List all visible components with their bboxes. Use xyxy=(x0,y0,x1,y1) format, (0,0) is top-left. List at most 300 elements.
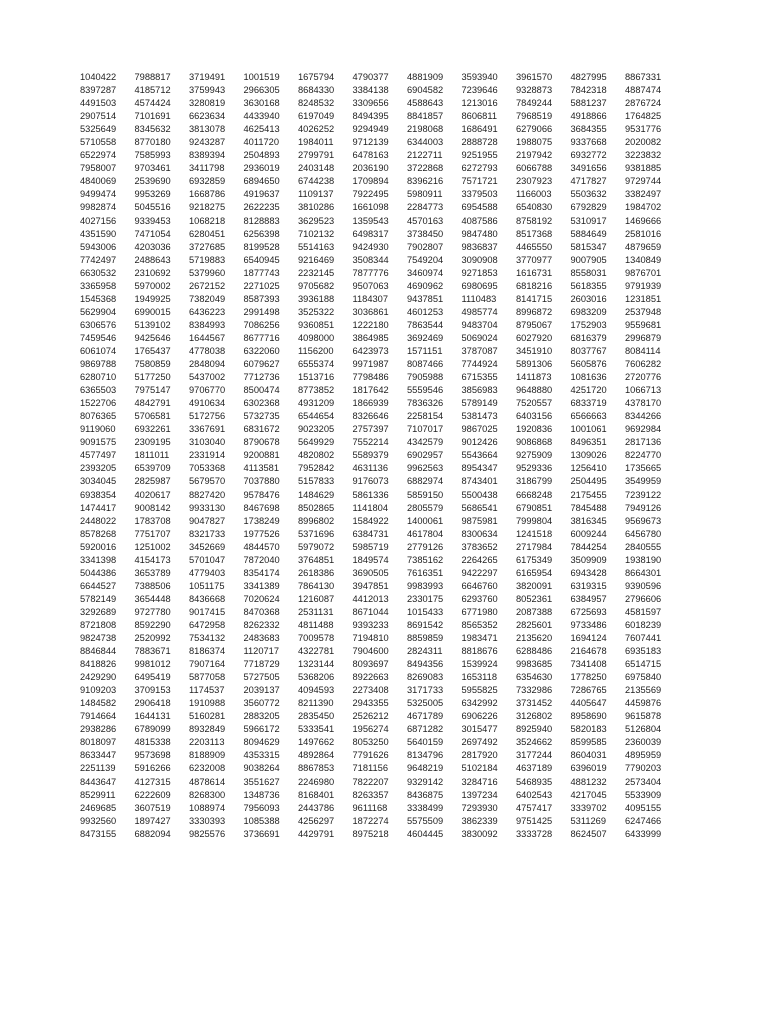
table-cell: 1765437 xyxy=(134,345,171,356)
table-cell: 9569673 xyxy=(625,515,662,526)
table-cell: 1081636 xyxy=(570,372,607,383)
table-cell: 5069024 xyxy=(461,332,498,343)
table-cell: 5629904 xyxy=(80,306,117,317)
table-cell: 5859150 xyxy=(407,489,444,500)
table-cell: 4604445 xyxy=(407,828,444,839)
table-cell: 9876701 xyxy=(625,267,662,278)
table-cell: 2697492 xyxy=(461,737,498,748)
table-cell: 2906418 xyxy=(134,698,171,709)
table-cell: 8326646 xyxy=(352,411,389,422)
table-cell: 7086256 xyxy=(243,319,280,330)
table-cell: 1051175 xyxy=(189,580,225,591)
table-cell: 6630532 xyxy=(80,267,117,278)
table-cell: 7836326 xyxy=(407,398,444,409)
table-row xyxy=(80,136,680,149)
table-cell: 6079627 xyxy=(243,359,280,370)
table-cell: 8094629 xyxy=(243,737,280,748)
table-cell: 3736691 xyxy=(243,828,280,839)
table-cell: 8599585 xyxy=(570,737,607,748)
table-cell: 3365958 xyxy=(80,280,117,291)
table-cell: 3384138 xyxy=(352,85,389,96)
table-cell: 6027920 xyxy=(516,332,553,343)
table-cell: 3810286 xyxy=(298,202,335,213)
table-cell: 7580859 xyxy=(134,359,171,370)
table-cell: 2817136 xyxy=(625,437,662,448)
table-cell: 3292689 xyxy=(80,606,117,617)
table-cell: 2943355 xyxy=(352,698,389,709)
table-cell: 3549959 xyxy=(625,476,662,487)
table-cell: 6436223 xyxy=(189,306,226,317)
table-cell: 9825576 xyxy=(189,828,226,839)
table-cell: 1977526 xyxy=(243,528,280,539)
table-cell: 1522706 xyxy=(80,398,117,409)
table-row xyxy=(80,710,680,723)
table-cell: 3171733 xyxy=(407,685,444,696)
table-cell: 7459546 xyxy=(80,332,117,343)
table-cell: 4581597 xyxy=(625,606,662,617)
table-cell: 3452669 xyxy=(189,541,226,552)
table-cell: 8790678 xyxy=(243,437,280,448)
table-cell: 6384731 xyxy=(352,528,389,539)
table-cell: 9983685 xyxy=(516,659,553,670)
table-cell: 5468935 xyxy=(516,776,553,787)
table-cell: 7607441 xyxy=(625,633,662,644)
table-cell: 3813078 xyxy=(189,124,226,135)
table-cell: 6197049 xyxy=(298,111,335,122)
table-cell: 7712736 xyxy=(243,372,280,383)
table-cell: 6540945 xyxy=(243,254,280,265)
table-cell: 6882974 xyxy=(407,476,444,487)
table-cell: 2504495 xyxy=(570,476,607,487)
table-cell: 6566663 xyxy=(570,411,607,422)
table-cell: 9847480 xyxy=(461,228,498,239)
table-row xyxy=(80,384,680,397)
table-cell: 6882094 xyxy=(134,828,171,839)
table-cell: 5325649 xyxy=(80,124,117,135)
table-cell: 5379960 xyxy=(189,267,226,278)
table-cell: 5311269 xyxy=(570,815,607,826)
table-cell: 4429791 xyxy=(298,828,335,839)
table-cell: 7552214 xyxy=(352,437,389,448)
table-cell: 6902957 xyxy=(407,450,444,461)
table-row xyxy=(80,723,680,736)
table-cell: 9733486 xyxy=(570,619,607,630)
table-cell: 9360851 xyxy=(298,319,335,330)
table-cell: 8467698 xyxy=(243,502,280,513)
table-cell: 7107017 xyxy=(407,424,444,435)
table-cell: 6402543 xyxy=(516,789,553,800)
table-cell: 4353315 xyxy=(243,750,280,761)
table-cell: 4757417 xyxy=(516,802,553,813)
table-cell: 9012426 xyxy=(461,437,498,448)
table-cell: 3551627 xyxy=(243,776,280,787)
table-cell: 9933130 xyxy=(189,502,226,513)
table-cell: 7790203 xyxy=(625,763,662,774)
table-row xyxy=(80,358,680,371)
table-cell: 1474417 xyxy=(80,502,117,513)
table-cell: 6792829 xyxy=(570,202,607,213)
table-row xyxy=(80,175,680,188)
table-cell: 2504893 xyxy=(243,150,280,161)
table-cell: 2488643 xyxy=(134,254,171,265)
table-cell: 5980911 xyxy=(407,189,443,200)
table-cell: 1811011 xyxy=(134,450,170,461)
table-cell: 2020082 xyxy=(625,137,662,148)
table-cell: 3653789 xyxy=(134,567,171,578)
table-cell: 3709153 xyxy=(134,685,171,696)
table-cell: 5640159 xyxy=(407,737,444,748)
table-cell: 5371696 xyxy=(298,528,335,539)
table-cell: 2393205 xyxy=(80,463,117,474)
table-cell: 4601253 xyxy=(407,306,444,317)
table-cell: 1166003 xyxy=(516,189,552,200)
table-cell: 6478163 xyxy=(352,150,389,161)
table-row xyxy=(80,397,680,410)
table-cell: 6354630 xyxy=(516,672,553,683)
table-cell: 2520992 xyxy=(134,633,171,644)
table-cell: 8578268 xyxy=(80,528,117,539)
table-cell: 3451910 xyxy=(516,345,553,356)
table-cell: 5686541 xyxy=(461,502,498,513)
table-cell: 3560772 xyxy=(243,698,280,709)
table-cell: 4778038 xyxy=(189,345,226,356)
table-cell: 9390596 xyxy=(625,580,662,591)
table-cell: 2087388 xyxy=(516,606,553,617)
table-cell: 8684330 xyxy=(298,85,335,96)
table-cell: 4918866 xyxy=(570,111,607,122)
table-cell: 8053250 xyxy=(352,737,389,748)
table-cell: 9703461 xyxy=(134,163,171,174)
table-cell: 4690962 xyxy=(407,280,444,291)
table-cell: 5500438 xyxy=(461,489,498,500)
table-cell: 9869788 xyxy=(80,359,117,370)
table-row xyxy=(80,84,680,97)
table-cell: 9243287 xyxy=(189,137,226,148)
table-cell: 8018097 xyxy=(80,737,117,748)
table-cell: 2835450 xyxy=(298,711,335,722)
table-cell: 2135620 xyxy=(516,633,553,644)
table-cell: 9729744 xyxy=(625,176,662,187)
table-cell: 9962563 xyxy=(407,463,444,474)
table-cell: 6256398 xyxy=(243,228,280,239)
table-cell: 1545368 xyxy=(80,293,117,304)
table-cell: 3525322 xyxy=(298,306,335,317)
table-cell: 8795067 xyxy=(516,319,553,330)
table-cell: 2796606 xyxy=(625,593,662,604)
table-cell: 2264265 xyxy=(461,554,498,565)
table-cell: 7907164 xyxy=(189,659,226,670)
table-cell: 8996872 xyxy=(516,306,553,317)
table-cell: 4842791 xyxy=(134,398,171,409)
table-cell: 8470368 xyxy=(243,606,280,617)
table-cell: 6456780 xyxy=(625,528,662,539)
table-cell: 1323144 xyxy=(298,659,335,670)
table-cell: 9712139 xyxy=(352,137,389,148)
table-cell: 8975218 xyxy=(352,828,389,839)
table-cell: 6066788 xyxy=(516,163,553,174)
table-cell: 9339453 xyxy=(134,215,171,226)
table-cell: 5139102 xyxy=(134,319,171,330)
table-cell: 6904582 xyxy=(407,85,444,96)
table-cell: 1120717 xyxy=(243,646,280,657)
table-cell: 5706581 xyxy=(134,411,171,422)
table-cell: 1686491 xyxy=(461,124,498,135)
table-cell: 5172756 xyxy=(189,411,226,422)
table-cell: 5381473 xyxy=(461,411,498,422)
table-cell: 7791626 xyxy=(352,750,389,761)
table-cell: 4098000 xyxy=(298,332,335,343)
table-cell: 9337668 xyxy=(570,137,607,148)
table-cell: 6555374 xyxy=(298,359,335,370)
table-cell: 1817642 xyxy=(352,385,389,396)
table-cell: 1735665 xyxy=(625,463,662,474)
table-cell: 8354174 xyxy=(243,567,280,578)
table-cell: 3341389 xyxy=(243,580,280,591)
table-cell: 9017415 xyxy=(189,606,226,617)
table-cell: 6894650 xyxy=(243,176,280,187)
table-cell: 5589379 xyxy=(352,450,389,461)
table-row xyxy=(80,201,680,214)
table-cell: 6938354 xyxy=(80,489,117,500)
table-cell: 1469666 xyxy=(625,215,662,226)
table-cell: 6322060 xyxy=(243,345,280,356)
table-cell: 1359543 xyxy=(352,215,389,226)
table-cell: 4203036 xyxy=(134,241,171,252)
table-row xyxy=(80,632,680,645)
table-row xyxy=(80,410,680,423)
table-cell: 7744924 xyxy=(461,359,498,370)
table-cell: 1675794 xyxy=(298,72,335,82)
table-cell: 9007905 xyxy=(570,254,607,265)
table-cell: 7822207 xyxy=(352,776,389,787)
table-cell: 5575509 xyxy=(407,815,444,826)
table-cell: 7845488 xyxy=(570,502,607,513)
table-cell: 7883671 xyxy=(134,646,171,657)
table-cell: 2310692 xyxy=(134,267,171,278)
table-cell: 4895959 xyxy=(625,750,662,761)
table-cell: 4840069 xyxy=(80,176,117,187)
table-cell: 2581016 xyxy=(625,228,662,239)
table-cell: 4026252 xyxy=(298,124,335,135)
table-cell: 8592290 xyxy=(134,619,171,630)
table-cell: 2122711 xyxy=(407,150,443,161)
table-cell: 2443786 xyxy=(298,802,335,813)
table-cell: 5160281 xyxy=(189,711,226,722)
table-cell: 1256410 xyxy=(570,463,607,474)
table-cell: 8396216 xyxy=(407,176,444,187)
table-row xyxy=(80,736,680,749)
table-cell: 1309026 xyxy=(570,450,607,461)
table-cell: 6279066 xyxy=(516,124,553,135)
table-cell: 9047827 xyxy=(189,515,226,526)
table-cell: 3508344 xyxy=(352,254,389,265)
table-row xyxy=(80,749,680,762)
table-cell: 9251955 xyxy=(461,150,498,161)
table-cell: 1222180 xyxy=(352,319,389,330)
table-row xyxy=(80,123,680,136)
table-cell: 4879659 xyxy=(625,241,662,252)
table-cell: 9437851 xyxy=(407,293,444,304)
table-cell: 1920836 xyxy=(516,424,553,435)
table-cell: 3491656 xyxy=(570,163,607,174)
table-cell: 8418826 xyxy=(80,659,117,670)
table-cell: 1141804 xyxy=(352,502,389,513)
table-cell: 9578476 xyxy=(243,489,280,500)
table-cell: 7842318 xyxy=(570,85,607,96)
table-cell: 4351590 xyxy=(80,228,117,239)
table-cell: 8389394 xyxy=(189,150,226,161)
table-cell: 1539924 xyxy=(461,659,498,670)
table-cell: 8624507 xyxy=(570,828,607,839)
table-cell: 5325005 xyxy=(407,698,444,709)
table-cell: 8671044 xyxy=(352,606,389,617)
table-cell: 4342579 xyxy=(407,437,444,448)
table-cell: 4459876 xyxy=(625,698,662,709)
table-row xyxy=(80,502,680,515)
table-cell: 4878614 xyxy=(189,776,226,787)
table-row xyxy=(80,149,680,162)
table-cell: 1216087 xyxy=(298,593,335,604)
table-row xyxy=(80,462,680,475)
table-cell: 3177244 xyxy=(516,750,553,761)
table-cell: 2720776 xyxy=(625,372,662,383)
table-cell: 8841857 xyxy=(407,111,444,122)
table-cell: 5815347 xyxy=(570,241,607,252)
table-row xyxy=(80,815,680,828)
table-row xyxy=(80,645,680,658)
table-cell: 2672152 xyxy=(189,280,226,291)
table-cell: 8473155 xyxy=(80,828,117,839)
table-cell: 8932849 xyxy=(189,724,226,735)
table-cell: 3367691 xyxy=(189,424,226,435)
table-row xyxy=(80,267,680,280)
table-cell: 6744238 xyxy=(298,176,335,187)
table-cell: 6433999 xyxy=(625,828,662,839)
table-cell: 8268300 xyxy=(189,789,226,800)
table-cell: 5679570 xyxy=(189,476,226,487)
table-cell: 7332986 xyxy=(516,685,553,696)
table-row xyxy=(80,515,680,528)
table-cell: 6396019 xyxy=(570,763,607,774)
table-cell: 4910634 xyxy=(189,398,226,409)
table-cell: 6935183 xyxy=(625,646,662,657)
table-cell: 6514715 xyxy=(625,659,662,670)
table-cell: 4631136 xyxy=(352,463,389,474)
table-cell: 3690505 xyxy=(352,567,389,578)
table-cell: 9091575 xyxy=(80,437,117,448)
table-cell: 9275909 xyxy=(516,450,553,461)
table-cell: 4251720 xyxy=(570,385,607,396)
table-cell: 3936188 xyxy=(298,293,335,304)
table-cell: 1513716 xyxy=(298,372,335,383)
table-cell: 5970002 xyxy=(134,280,171,291)
table-cell: 1764825 xyxy=(625,111,662,122)
table-cell: 3524662 xyxy=(516,737,553,748)
table-cell: 4322781 xyxy=(298,646,335,657)
table-cell: 1661098 xyxy=(352,202,389,213)
table-cell: 4811488 xyxy=(298,619,334,630)
table-cell: 2531131 xyxy=(298,606,334,617)
table-cell: 2573404 xyxy=(625,776,662,787)
table-cell: 1897427 xyxy=(134,815,171,826)
table-cell: 6725693 xyxy=(570,606,607,617)
table-cell: 1400061 xyxy=(407,515,444,526)
table-cell: 8818676 xyxy=(461,646,498,657)
table-cell: 2483683 xyxy=(243,633,280,644)
table-row xyxy=(80,684,680,697)
table-cell: 6623634 xyxy=(189,111,226,122)
table-cell: 1571151 xyxy=(407,345,443,356)
table-row xyxy=(80,671,680,684)
table-cell: 2036190 xyxy=(352,163,389,174)
table-cell: 6715355 xyxy=(461,372,498,383)
table-cell: 4671789 xyxy=(407,711,444,722)
table-cell: 2360039 xyxy=(625,737,662,748)
table-cell: 8188909 xyxy=(189,750,226,761)
table-cell: 6272793 xyxy=(461,163,498,174)
table-cell: 8925940 xyxy=(516,724,553,735)
table-cell: 1213016 xyxy=(461,98,498,109)
table-cell: 6540830 xyxy=(516,202,553,213)
table-cell: 5955825 xyxy=(461,685,498,696)
table-cell: 8344266 xyxy=(625,411,662,422)
table-cell: 7053368 xyxy=(189,463,226,474)
table-cell: 5157833 xyxy=(298,476,335,487)
table-cell: 8496351 xyxy=(570,437,607,448)
table-cell: 1983471 xyxy=(461,633,498,644)
table-cell: 4827995 xyxy=(570,72,607,82)
table-cell: 7902807 xyxy=(407,241,444,252)
table-cell: 3731452 xyxy=(516,698,553,709)
table-cell: 8134796 xyxy=(407,750,444,761)
table-cell: 8846844 xyxy=(80,646,117,657)
table-cell: 6943428 xyxy=(570,567,607,578)
table-cell: 6983209 xyxy=(570,306,607,317)
table-row xyxy=(80,567,680,580)
table-cell: 8758192 xyxy=(516,215,553,226)
table-cell: 7293930 xyxy=(461,802,498,813)
table-cell: 4881909 xyxy=(407,72,444,82)
table-cell: 6222609 xyxy=(134,789,171,800)
table-cell: 6646760 xyxy=(461,580,498,591)
table-cell: 1984011 xyxy=(298,137,334,148)
table-cell: 4574424 xyxy=(134,98,171,109)
table-cell: 4588643 xyxy=(407,98,444,109)
table-cell: 1877743 xyxy=(243,267,280,278)
table-cell: 3338499 xyxy=(407,802,444,813)
table-cell: 9648880 xyxy=(516,385,553,396)
table-cell: 2258154 xyxy=(407,411,444,422)
table-cell: 5618355 xyxy=(570,280,607,291)
table-cell: 2526212 xyxy=(352,711,389,722)
table-cell: 1241518 xyxy=(516,528,553,539)
table-cell: 1694124 xyxy=(570,633,607,644)
table-cell: 1752903 xyxy=(570,319,607,330)
table-cell: 6818216 xyxy=(516,280,553,291)
table-cell: 2197942 xyxy=(516,150,553,161)
table-cell: 9200881 xyxy=(243,450,280,461)
table-cell: 2848094 xyxy=(189,359,226,370)
table-cell: 7999804 xyxy=(516,515,553,526)
table-cell: 2824311 xyxy=(407,646,443,657)
table-cell: 8494395 xyxy=(352,111,389,122)
table-cell: 7958007 xyxy=(80,163,117,174)
table-cell: 9692984 xyxy=(625,424,662,435)
table-cell: 5820183 xyxy=(570,724,607,735)
table-cell: 8743401 xyxy=(461,476,498,487)
table-cell: 6061074 xyxy=(80,345,117,356)
table-cell: 2539690 xyxy=(134,176,171,187)
